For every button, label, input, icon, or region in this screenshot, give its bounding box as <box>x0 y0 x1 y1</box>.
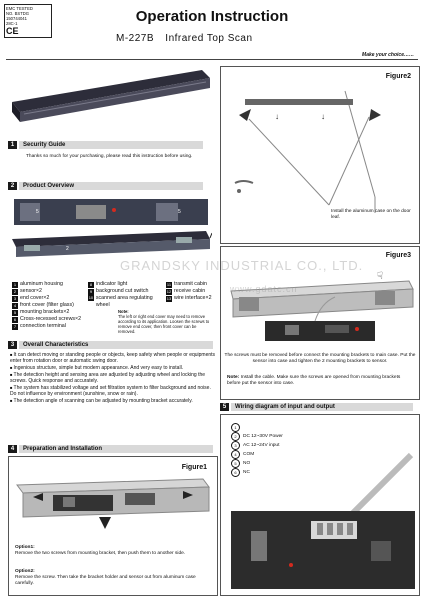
characteristics-list <box>10 352 216 405</box>
svg-text:5: 5 <box>178 209 181 215</box>
part-label: indicator light <box>96 281 128 287</box>
part-item <box>12 323 98 330</box>
overview-note <box>118 309 214 334</box>
part-number: 11 <box>166 281 172 287</box>
figure3-text: The screws must be removed before connect the mounting brackets to main case. Put the sensor into case and tighten the 2 mounting brackets to sensor. <box>224 353 416 364</box>
terminal-number: 5 <box>231 459 240 468</box>
section-number: 4 <box>8 445 17 453</box>
part-number: 1 <box>13 281 17 287</box>
terminal-label: COM <box>243 451 255 457</box>
product-name: Infrared Top Scan <box>165 33 253 44</box>
part-item <box>166 281 222 288</box>
svg-text:2: 2 <box>66 246 69 252</box>
option1-text: Remove the two screws from mounting bracket, then push them to another side. <box>15 551 186 556</box>
cert-line: 28C-1 <box>6 21 18 26</box>
section-title: Wiring diagram of input and output <box>231 403 413 411</box>
terminal-label: NC <box>243 469 250 475</box>
option2-title: Option2: <box>15 569 35 574</box>
characteristic-item: ■ Ingenious structure, simple but modern appearance. And very easy to install. <box>10 365 216 371</box>
section-header-overview <box>8 182 208 190</box>
characteristic-item: ■ The system has stabilized voltage and set filtration system to filter background and noise. Do not influence by environment (sunshine, snow or rain). <box>10 385 216 397</box>
section-number: 5 <box>220 403 229 411</box>
product-hero-image <box>6 62 214 140</box>
section-header-wiring <box>220 403 418 411</box>
part-number: 9 <box>89 288 93 294</box>
option2-text: Remove the screw. Then take the bracket holder and sensor out from aluminum case carefully. <box>15 575 196 586</box>
part-item <box>12 316 98 323</box>
terminal-number: 4 <box>231 450 240 459</box>
terminal-number: 2 <box>231 432 240 441</box>
parts-list-right <box>166 281 222 302</box>
part-item <box>166 295 222 302</box>
part-item <box>12 302 98 309</box>
part-label: end cover×2 <box>20 295 50 301</box>
part-number: 6 <box>13 316 17 322</box>
option2-block <box>15 569 211 587</box>
svg-text:☟: ☟ <box>377 271 384 282</box>
part-number: 10 <box>88 295 94 300</box>
terminal-number: 6 <box>231 468 240 477</box>
wiring-image <box>221 415 419 595</box>
part-label: mounting brackets×2 <box>20 309 70 315</box>
page-title: Operation Instruction <box>135 8 289 25</box>
svg-text:1: 1 <box>90 255 93 261</box>
part-label: Cross-recessed screws×2 <box>20 316 82 322</box>
figure1-panel <box>8 456 218 596</box>
parts-list-left <box>12 281 98 330</box>
watermark-company: GRANDSKY INDUSTRIAL CO., LTD. <box>120 258 364 273</box>
section-header-installation <box>8 445 218 453</box>
note-text: Install the cable. Make sure the screws are opened from mounting brackets before put the sensor into case. <box>227 375 401 386</box>
figure1-image <box>13 477 213 541</box>
part-item <box>12 288 98 295</box>
model-number: M-227B <box>116 33 155 44</box>
figure2-caption: Install the aluminum case on the door leaf. <box>331 209 411 220</box>
option1-title: Option1: <box>15 545 35 550</box>
figure2-label: Figure2 <box>385 73 411 80</box>
parts-list-middle <box>88 281 166 309</box>
part-number: 8 <box>89 281 93 287</box>
note-title: Note: <box>227 375 240 380</box>
characteristic-item: ■ The detection height and sensing area are adjusted by adjusting wheel and locking the screws. Quick response and accurately. <box>10 372 216 384</box>
section-header-security <box>8 141 208 149</box>
terminal-label: NO <box>243 460 251 466</box>
part-label: aluminum housing <box>20 281 63 287</box>
section-title: Preparation and Installation <box>19 445 213 453</box>
part-label: front cover (filter glass) <box>20 302 74 308</box>
option1-block <box>15 545 211 557</box>
part-item <box>88 288 166 295</box>
section-number: 1 <box>8 141 17 149</box>
part-label: receive cabin <box>174 288 206 294</box>
terminal-label: AC 12~24V input <box>243 442 280 448</box>
part-number: 7 <box>13 323 17 329</box>
terminal-number: 1 <box>231 423 240 432</box>
slogan: Make your choice…… <box>362 52 414 58</box>
part-item <box>88 295 166 309</box>
note-title: Note: <box>118 309 129 314</box>
terminal-number: 3 <box>231 441 240 450</box>
svg-text:↓: ↓ <box>275 112 279 121</box>
figure3-image <box>225 263 415 347</box>
part-item <box>166 288 222 295</box>
part-number: 13 <box>166 295 172 301</box>
part-number: 5 <box>13 309 17 315</box>
note-text: The left or right end cover may need to remove according to its application. Loosen the screws to remove end cover, then front cover can be removed. <box>118 314 210 334</box>
part-item <box>12 281 98 288</box>
figure3-note <box>227 375 413 387</box>
cert-line: EMC TESTED <box>6 6 33 11</box>
cert-line: 150744041 <box>6 16 27 21</box>
watermark-website: www.gdatc.cn <box>230 284 298 294</box>
figure2-image <box>225 87 415 213</box>
characteristic-item: ■ The detection angle of scanning can be adjusted by mounting bracket accurately. <box>10 398 216 404</box>
section-header-characteristics <box>8 341 218 349</box>
part-item <box>12 295 98 302</box>
page-subtitle <box>116 33 261 44</box>
section-title: Security Guide <box>19 141 203 149</box>
figure3-label: Figure3 <box>385 252 411 259</box>
terminal-label: DC 12~30V Power <box>243 433 283 439</box>
part-item <box>12 309 98 316</box>
part-item <box>88 281 166 288</box>
cert-line: NO. BSTDG <box>6 11 30 16</box>
section-title: Product Overview <box>19 182 203 190</box>
section-title: Overall Characteristics <box>19 341 213 349</box>
figure2-panel <box>220 66 420 244</box>
part-number: 2 <box>13 288 17 294</box>
part-label: sensor×2 <box>20 288 42 294</box>
svg-text:↓: ↓ <box>321 112 325 121</box>
characteristic-item: ■ It can detect moving or standing people or objects, keep safety when people or equipments enter from rotation door or automatic swing door. <box>10 352 216 364</box>
part-label: wire interface×2 <box>174 295 212 301</box>
security-text: Thanks so much for your purchasing, please read this instruction before using. <box>26 154 193 159</box>
part-number: 4 <box>13 302 17 308</box>
section-number: 3 <box>8 341 17 349</box>
part-number: 12 <box>166 288 172 294</box>
part-number: 3 <box>13 295 17 301</box>
header-divider <box>6 59 418 60</box>
part-label: background cut switch <box>96 288 149 294</box>
section-number: 2 <box>8 182 17 190</box>
ce-mark: CE <box>6 26 19 36</box>
part-label: scanned area regulating wheel <box>95 295 153 308</box>
wiring-panel <box>220 414 420 596</box>
svg-text:5: 5 <box>36 209 39 215</box>
part-label: connection terminal <box>20 323 66 329</box>
figure1-label: Figure1 <box>181 464 207 471</box>
part-label: transmit cabin <box>174 281 207 287</box>
